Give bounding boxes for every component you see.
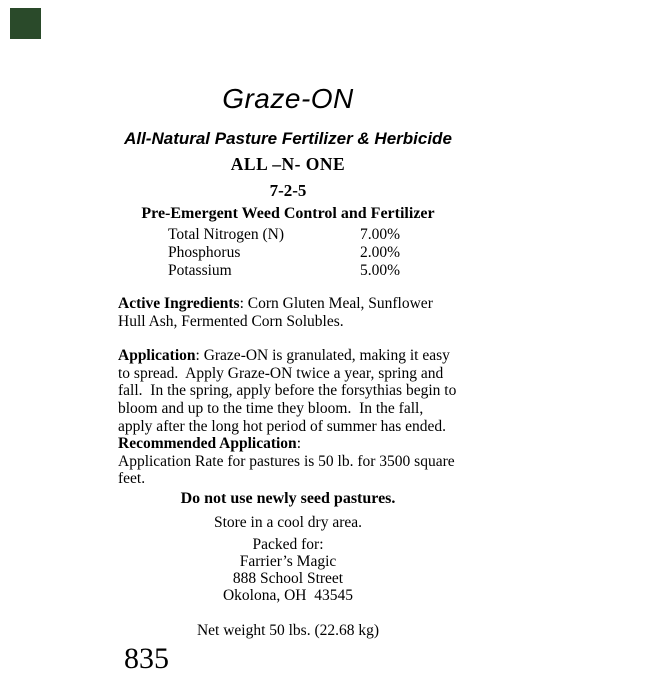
text-segment: fall. In the spring, apply before the forsythias begin to — [118, 382, 457, 400]
text-line — [118, 400, 458, 418]
recommended-application-label: Recommended Application — [118, 435, 297, 453]
net-weight: Net weight 50 lbs. (22.68 kg) — [196, 621, 380, 639]
text-line — [118, 295, 458, 313]
text-segment: Application Rate for pastures is 50 lb. for 3500 square — [118, 452, 455, 470]
warning-statement: Do not use newly seed pastures. — [180, 489, 396, 507]
nutrient-value: 5.00% — [360, 262, 401, 279]
label-content — [118, 0, 458, 639]
text-line — [118, 435, 458, 453]
nutrient-name: Potassium — [168, 262, 232, 279]
product-title: Graze-ON — [222, 83, 354, 114]
text-segment: : — [296, 435, 301, 453]
npk-grade: 7-2-5 — [269, 181, 307, 200]
street-address: 888 School Street — [232, 569, 344, 587]
company-name: Farrier’s Magic — [239, 552, 337, 570]
active-ingredients-text: : Corn Gluten Meal, Sunflower — [239, 295, 433, 312]
product-line-name: ALL –N- ONE — [230, 154, 346, 174]
text-segment: feet. — [118, 470, 146, 488]
text-line — [118, 470, 458, 488]
nutrient-name: Phosphorus — [168, 244, 241, 261]
application-paragraph — [118, 347, 458, 488]
city-state-zip: Okolona, OH 43545 — [222, 586, 354, 604]
page-number: 835 — [124, 642, 169, 675]
text-line — [118, 347, 458, 365]
text-line — [118, 365, 458, 383]
packed-for-heading: Packed for: — [252, 535, 324, 553]
text-line — [118, 453, 458, 471]
text-line — [118, 418, 458, 436]
table-row — [118, 244, 458, 262]
text-segment: to spread. Apply Graze-ON twice a year, spring and — [118, 364, 444, 382]
storage-instruction: Store in a cool dry area. — [213, 513, 363, 531]
text-segment: apply after the long hot period of summer has ended. — [118, 417, 446, 435]
nutrient-name: Total Nitrogen (N) — [168, 226, 284, 243]
text-segment: : Graze-ON is granulated, making it easy — [195, 347, 450, 365]
application-label: Application — [118, 347, 196, 365]
packed-for-block — [118, 536, 458, 604]
table-row — [118, 262, 458, 280]
nutrient-value: 7.00% — [360, 226, 401, 243]
text-line — [118, 382, 458, 400]
guaranteed-analysis-table — [118, 226, 458, 280]
table-row — [118, 226, 458, 244]
text-line: Hull Ash, Fermented Corn Solubles. — [118, 312, 344, 330]
corner-color-swatch — [10, 8, 41, 39]
nutrient-value: 2.00% — [360, 244, 401, 261]
active-ingredients-paragraph — [118, 295, 458, 330]
text-segment: bloom and up to the time they bloom. In the fall, — [118, 399, 424, 417]
product-subtitle: All-Natural Pasture Fertilizer & Herbicide — [124, 129, 452, 148]
section-heading: Pre-Emergent Weed Control and Fertilizer — [141, 205, 435, 222]
active-ingredients-label: Active Ingredients — [118, 295, 240, 312]
